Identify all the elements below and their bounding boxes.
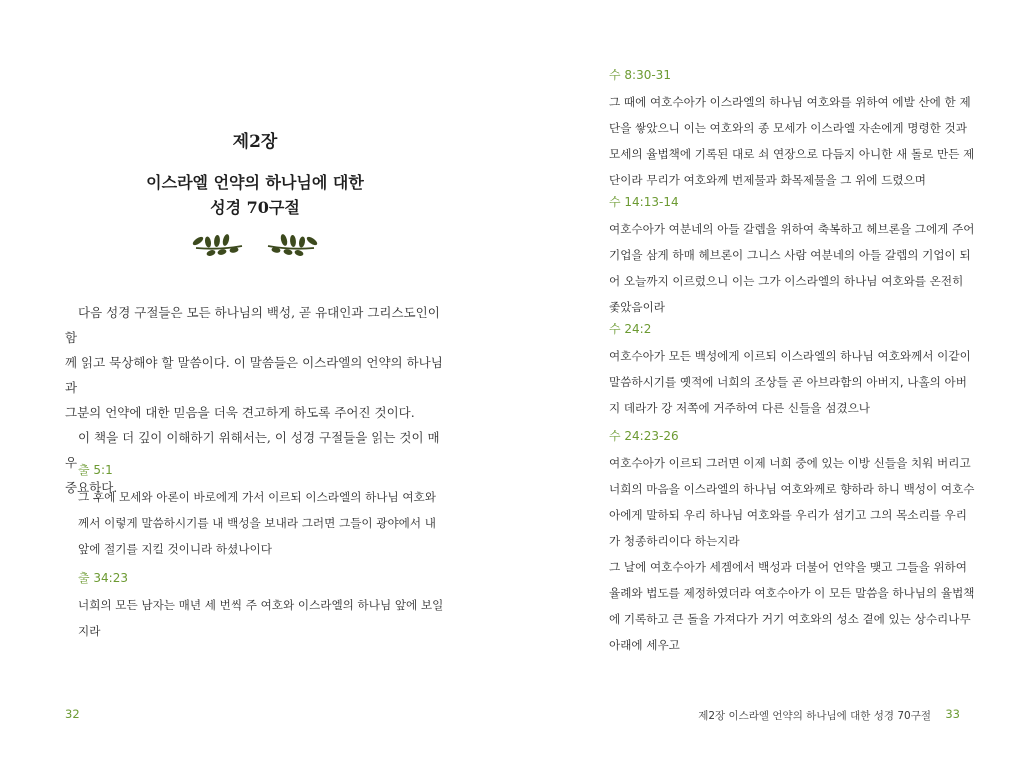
verse-reference: 수 8:30-31 [609, 68, 671, 82]
verse-line: 에 기록하고 큰 돌을 가져다가 거기 여호와의 성소 곁에 있는 상수리나무 [609, 612, 971, 626]
verse-line: 그 후에 모세와 아론이 바로에게 가서 이르되 이스라엘의 하나님 여호와 [78, 490, 436, 504]
verse-reference: 출 34:23 [78, 571, 128, 585]
page-number-right: 33 [945, 707, 960, 721]
verse-block [609, 321, 969, 421]
chapter-title-line: 이스라엘 언약의 하나님에 대한 [146, 173, 364, 192]
chapter-number: 제2장 [232, 132, 278, 152]
verse-line: 지 데라가 강 저쪽에 거주하여 다른 신들을 섬겼으나 [609, 401, 870, 415]
verse-line: 모세의 율법책에 기록된 대로 쇠 연장으로 다듬지 아니한 새 돌로 만든 제 [609, 147, 975, 161]
verse-line: 단을 쌓았으니 이는 여호와의 종 모세가 이스라엘 자손에게 명령한 것과 [609, 121, 967, 135]
verse-line: 여호수아가 모든 백성에게 이르되 이스라엘의 하나님 여호와께서 이같이 [609, 349, 971, 363]
verse-line: 가 청종하리이다 하는지라 [609, 534, 740, 548]
chapter-title-line: 성경 70구절 [210, 198, 300, 217]
verse-block [78, 570, 444, 644]
verse-block [609, 428, 975, 658]
verse-block [78, 462, 438, 562]
verse-line: 여호수아가 여분네의 아들 갈렙을 위하여 축복하고 헤브론을 그에게 주어 [609, 222, 975, 236]
verse-line: 좇았음이라 [609, 300, 665, 314]
page-number-left: 32 [65, 707, 80, 721]
intro-line: 중요하다. [65, 480, 118, 495]
verse-text [78, 592, 444, 644]
verse-reference: 출 5:1 [78, 463, 113, 477]
verse-line: 지라 [78, 624, 101, 638]
verse-block [609, 67, 975, 193]
running-head: 제2장 이스라엘 언약의 하나님에 대한 성경 70구절 [698, 710, 931, 722]
verse-line: 아래에 세우고 [609, 638, 680, 652]
laurel-branch-icon [190, 226, 320, 260]
verse-line: 그 날에 여호수아가 세겜에서 백성과 더불어 언약을 맺고 그들을 위하여 [609, 560, 967, 574]
verse-text [609, 450, 975, 658]
verse-line: 너희의 모든 남자는 매년 세 번씩 주 여호와 이스라엘의 하나님 앞에 보일 [78, 598, 444, 612]
intro-line: 다음 성경 구절들은 모든 하나님의 백성, 곧 유대인과 그리스도인이 함 [65, 305, 440, 345]
verse-text [78, 484, 438, 562]
intro-paragraph [65, 300, 445, 425]
verse-reference: 수 24:23-26 [609, 429, 679, 443]
verse-reference: 수 14:13-14 [609, 195, 679, 209]
verse-line: 기업을 삼게 하매 헤브론이 그니스 사람 여분네의 아들 갈렙의 기업이 되 [609, 248, 971, 262]
verse-line: 아에게 말하되 우리 하나님 여호와를 우리가 섬기고 그의 목소리를 우리 [609, 508, 967, 522]
verse-line: 그 때에 여호수아가 이스라엘의 하나님 여호와를 위하여 에발 산에 한 제 [609, 95, 971, 109]
verse-line: 께서 이렇게 말씀하시기를 내 백성을 보내라 그러면 그들이 광야에서 내 [78, 516, 436, 530]
verse-text [609, 216, 975, 320]
verse-line: 어 오늘까지 이르렀으니 이는 그가 이스라엘의 하나님 여호와를 온전히 [609, 274, 964, 288]
verse-line: 앞에 절기를 지킬 것이니라 하셨나이다 [78, 542, 272, 556]
intro-line: 께 읽고 묵상해야 할 말씀이다. 이 말씀들은 이스라엘의 언약의 하나님과 [65, 355, 443, 395]
intro-line: 그분의 언약에 대한 믿음을 더욱 견고하게 하도록 주어진 것이다. [65, 405, 415, 420]
verse-line: 여호수아가 이르되 그러면 이제 너희 중에 있는 이방 신들을 치워 버리고 [609, 456, 971, 470]
intro-line: 이 책을 더 깊이 이해하기 위해서는, 이 성경 구절들을 읽는 것이 매우 [65, 430, 440, 470]
verse-text [609, 89, 975, 193]
verse-reference: 수 24:2 [609, 322, 652, 336]
verse-line: 말씀하시기를 옛적에 너희의 조상들 곧 아브라함의 아버지, 나홀의 아버 [609, 375, 967, 389]
verse-block [609, 194, 975, 320]
chapter-title [110, 170, 400, 220]
verse-line: 율례와 법도를 제정하였더라 여호수아가 이 모든 말씀을 하나님의 율법책 [609, 586, 975, 600]
verse-line: 너희의 마음을 이스라엘의 하나님 여호와께로 향하라 하니 백성이 여호수 [609, 482, 975, 496]
verse-text [609, 343, 969, 421]
verse-line: 단이라 무리가 여호와께 번제물과 화목제물을 그 위에 드렸으며 [609, 173, 926, 187]
